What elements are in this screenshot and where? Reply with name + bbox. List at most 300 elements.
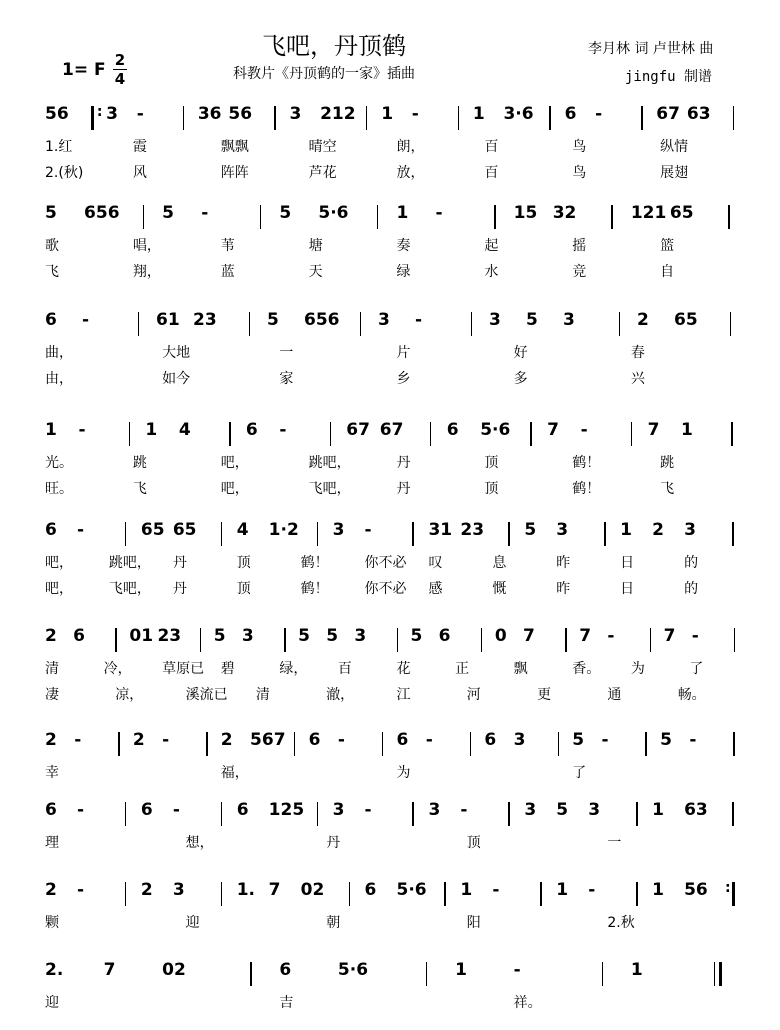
lyric-syllable: 清 — [45, 661, 59, 677]
lyric-syllable: 水 — [484, 264, 499, 280]
bar-line — [366, 106, 368, 130]
lyric-syllable: 飘 — [513, 661, 528, 677]
lyric-syllable: 百 — [484, 165, 499, 181]
note-group: 6 — [364, 880, 377, 900]
note-group: 63 — [686, 104, 711, 124]
bar-line — [540, 882, 542, 906]
lyric-syllable: 朗， — [396, 139, 425, 155]
note-group: 2 — [45, 880, 57, 900]
lyric-syllable: 大地 — [162, 345, 191, 361]
bar-line — [641, 106, 643, 130]
song-subtitle: 科教片《丹顶鹤的一家》插曲 — [233, 66, 415, 82]
note-group: 3·6 — [503, 104, 534, 124]
lyric-syllable: 昨 — [556, 555, 571, 571]
song-title: 飞吧，丹顶鹤 — [262, 32, 406, 60]
lyric-syllable: 碧 — [220, 661, 235, 677]
note-group: 1 — [455, 960, 467, 980]
note-group: 5·6 — [396, 880, 427, 900]
note-group: - — [76, 520, 85, 540]
bar-line — [494, 205, 496, 229]
bar-line — [732, 802, 734, 826]
bar-line — [91, 106, 94, 130]
note-group: 15 — [513, 203, 538, 223]
lyric-syllable: 凉， — [115, 687, 144, 703]
note-group: - — [588, 880, 596, 900]
bar-line — [731, 422, 733, 446]
note-group: 656 — [304, 310, 340, 330]
note-group: - — [601, 730, 609, 750]
note-group: 7 — [579, 626, 592, 646]
note-group: 67 — [379, 420, 404, 440]
note-group: 4 — [236, 520, 249, 540]
note-group: 656 — [84, 203, 120, 223]
note-group: 3 — [289, 104, 302, 124]
note-group: 1 — [630, 960, 643, 980]
note-group: 6 — [236, 800, 249, 820]
bar-line — [426, 962, 428, 986]
note-group: 2 — [45, 730, 57, 750]
lyric-syllable: 光。 — [45, 455, 73, 471]
bar-line — [733, 106, 735, 130]
note-group: 5 — [572, 730, 585, 750]
bar-line — [229, 422, 231, 446]
time-signature-bottom: 4 — [114, 70, 126, 88]
repeat-sign: : — [725, 880, 731, 896]
note-group: 02 — [300, 880, 325, 900]
lyric-syllable: 乡 — [396, 371, 411, 387]
lyric-syllable: 你不必 — [364, 555, 407, 571]
bar-line — [481, 628, 483, 652]
note-group: 2 — [132, 730, 145, 750]
lyric-syllable: 清 — [255, 687, 270, 703]
note-group: 1 — [472, 104, 485, 124]
note-group: - — [691, 626, 699, 646]
bar-line — [183, 106, 185, 130]
note-group: 02 — [162, 960, 186, 980]
song-credit: 李月林 词 卢世林 曲 — [588, 41, 714, 57]
bar-line — [360, 312, 362, 336]
lyric-syllable: 吉 — [279, 995, 294, 1011]
bar-line — [558, 732, 560, 756]
bar-line — [377, 205, 379, 229]
lyric-syllable: 畅。 — [677, 687, 706, 703]
note-group: 3 — [513, 730, 526, 750]
note-group: 31 — [428, 520, 453, 540]
bar-line — [317, 522, 319, 546]
bar-line — [221, 522, 223, 546]
note-group: 01 — [129, 626, 154, 646]
bar-line — [444, 882, 446, 906]
bar-line — [397, 628, 399, 652]
lyric-syllable: 日 — [620, 581, 635, 597]
lyric-syllable: 迎 — [185, 915, 200, 931]
lyric-syllable: 香。 — [572, 661, 601, 677]
lyric-syllable: 好 — [513, 345, 528, 361]
bar-line — [611, 205, 613, 229]
lyric-syllable: 一 — [607, 835, 622, 851]
bar-line — [125, 802, 127, 826]
lyric-syllable: 正 — [455, 661, 470, 677]
lyric-syllable: 幸 — [45, 765, 59, 781]
note-group: 63 — [684, 800, 708, 820]
note-group: 32 — [552, 203, 577, 223]
note-group: 1 — [396, 203, 409, 223]
lyric-syllable: 蓝 — [220, 264, 235, 280]
lyric-syllable: 祥。 — [513, 995, 542, 1011]
note-group: 121 — [630, 203, 667, 223]
bar-line — [728, 205, 730, 229]
lyric-syllable: 理 — [45, 835, 59, 851]
note-group: 1 — [652, 800, 664, 820]
lyric-syllable: 的 — [684, 555, 699, 571]
lyric-syllable: 为 — [630, 661, 645, 677]
note-group: 65 — [140, 520, 165, 540]
bar-line — [636, 802, 638, 826]
note-group: 1 — [652, 880, 664, 900]
lyric-syllable: 跳 — [132, 455, 147, 471]
lyric-syllable: 鹤！ — [300, 581, 329, 597]
note-group: 3 — [241, 626, 254, 646]
bar-line — [631, 422, 633, 446]
note-group: 6 — [438, 626, 451, 646]
bar-line — [732, 882, 735, 906]
lyric-syllable: 的 — [684, 581, 699, 597]
note-group: 5 — [326, 626, 339, 646]
bar-line — [260, 205, 262, 229]
note-group: 6 — [484, 730, 497, 750]
note-group: - — [74, 730, 82, 750]
bar-line — [221, 802, 223, 826]
note-group: 5 — [556, 800, 569, 820]
note-group: 7 — [663, 626, 676, 646]
note-group: 56 — [228, 104, 253, 124]
lyric-syllable: 鸟 — [572, 165, 587, 181]
lyric-syllable: 吧， — [220, 481, 249, 497]
note-group: - — [364, 800, 372, 820]
note-group: - — [76, 800, 85, 820]
note-group: 3 — [332, 520, 345, 540]
lyric-syllable: 你不必 — [364, 581, 407, 597]
lyric-syllable: 鸟 — [572, 139, 587, 155]
note-group: 5 — [298, 626, 310, 646]
lyric-syllable: 阳 — [466, 915, 481, 931]
lyric-syllable: 飞吧， — [308, 481, 351, 497]
note-group: 5 — [267, 310, 279, 330]
note-group: 5 — [410, 626, 423, 646]
note-group: 7 — [647, 420, 660, 440]
note-group: 2 — [652, 520, 664, 540]
bar-line — [458, 106, 460, 130]
lyric-syllable: 丹 — [396, 481, 411, 497]
lyric-syllable: 想， — [185, 835, 214, 851]
note-group: 3 — [106, 104, 118, 124]
bar-line — [317, 802, 319, 826]
lyric-syllable: 展翅 — [660, 165, 689, 181]
lyric-syllable: 天 — [308, 264, 323, 280]
bar-line — [719, 962, 722, 986]
lyric-syllable: 翔， — [132, 264, 161, 280]
lyric-syllable: 朝 — [326, 915, 341, 931]
lyric-syllable: 吧， — [220, 455, 249, 471]
lyric-syllable: 奏 — [396, 238, 411, 254]
lyric-syllable: 了 — [572, 765, 587, 781]
note-group: 3 — [684, 520, 696, 540]
time-signature-top: 2 — [114, 51, 126, 69]
lyric-syllable: 绿 — [396, 264, 411, 280]
lyric-syllable: 飞吧， — [108, 581, 151, 597]
note-group: 2. — [45, 960, 64, 980]
lyric-syllable: 顶 — [466, 835, 481, 851]
lyric-syllable: 福， — [220, 765, 249, 781]
lyric-syllable: 日 — [620, 555, 635, 571]
lyric-syllable: 顶 — [236, 581, 251, 597]
note-group: 23 — [157, 626, 182, 646]
lyric-syllable: 苇 — [220, 238, 235, 254]
lyric-syllable: 丹 — [396, 455, 411, 471]
lyric-syllable: 跳吧， — [308, 455, 351, 471]
note-group: 6 — [308, 730, 321, 750]
note-group: 5·6 — [337, 960, 369, 980]
lyric-syllable: 通 — [607, 687, 622, 703]
note-group: 3 — [172, 880, 185, 900]
bar-line — [412, 802, 414, 826]
note-group: 65 — [669, 203, 694, 223]
note-group: 5 — [526, 310, 538, 330]
lyric-syllable: 江 — [396, 687, 411, 703]
bar-line — [221, 882, 223, 906]
lyric-syllable: 家 — [279, 371, 294, 387]
lyric-syllable: 2.(秋) — [45, 165, 84, 181]
note-group: 23 — [460, 520, 485, 540]
lyric-syllable: 丹 — [326, 835, 341, 851]
note-group: - — [76, 880, 85, 900]
note-group: - — [435, 203, 443, 223]
bar-line — [250, 962, 252, 986]
note-group: - — [492, 880, 500, 900]
note-group: 1·2 — [268, 520, 299, 540]
note-group: 7 — [547, 420, 559, 440]
time-signature — [113, 52, 127, 87]
lyric-syllable: 曲， — [45, 345, 73, 361]
lyric-syllable: 草原已 — [162, 661, 205, 677]
lyric-syllable: 如今 — [162, 371, 191, 387]
lyric-syllable: 晴空 — [308, 139, 337, 155]
note-group: - — [580, 420, 588, 440]
lyric-syllable: 摇 — [572, 238, 587, 254]
lyric-syllable: 2.秋 — [607, 915, 635, 931]
note-group: 6 — [73, 626, 85, 646]
note-group: - — [425, 730, 433, 750]
lyric-syllable: 溪流已 — [185, 687, 228, 703]
note-group: 1 — [556, 880, 569, 900]
note-group: 61 — [156, 310, 180, 330]
note-group: - — [337, 730, 345, 750]
note-group: - — [411, 104, 419, 124]
lyric-syllable: 慨 — [492, 581, 507, 597]
lyric-syllable: 飞 — [660, 481, 675, 497]
note-group: - — [279, 420, 287, 440]
lyric-syllable: 旺。 — [45, 481, 73, 497]
lyric-syllable: 跳吧， — [108, 555, 151, 571]
lyric-syllable: 鹤！ — [300, 555, 329, 571]
note-group: 1. — [236, 880, 256, 900]
bar-line — [508, 802, 510, 826]
bar-line — [471, 312, 473, 336]
lyric-syllable: 百 — [337, 661, 352, 677]
note-group: 65 — [172, 520, 197, 540]
lyric-syllable: 花 — [396, 661, 411, 677]
bar-line — [508, 522, 510, 546]
lyric-syllable: 了 — [689, 661, 704, 677]
note-group: - — [78, 420, 86, 440]
note-group: 2 — [637, 310, 649, 330]
note-group: 1 — [145, 420, 158, 440]
note-group: 6 — [45, 310, 57, 330]
note-group: - — [172, 800, 180, 820]
lyric-syllable: 放， — [396, 165, 425, 181]
bar-line — [604, 522, 606, 546]
bar-line — [730, 312, 732, 336]
lyric-syllable: 飘飘 — [220, 139, 249, 155]
lyric-syllable: 竞 — [572, 264, 587, 280]
bar-line — [294, 732, 296, 756]
bar-line — [118, 732, 120, 756]
bar-line — [143, 205, 145, 229]
lyric-syllable: 塘 — [308, 238, 323, 254]
note-group: 5 — [660, 730, 672, 750]
lyric-syllable: 颗 — [45, 915, 59, 931]
lyric-syllable: 顶 — [484, 455, 499, 471]
note-group: 65 — [674, 310, 698, 330]
note-group: 6 — [279, 960, 292, 980]
note-group: 1 — [381, 104, 394, 124]
note-group: 6 — [45, 800, 57, 820]
bar-line — [206, 732, 208, 756]
bar-line — [330, 422, 332, 446]
note-group: 3 — [428, 800, 441, 820]
bar-line — [733, 732, 735, 756]
bar-line — [650, 628, 652, 652]
note-group: - — [201, 203, 209, 223]
note-group: 1 — [620, 520, 633, 540]
bar-line — [549, 106, 551, 130]
lyric-syllable: 息 — [492, 555, 507, 571]
lyric-syllable: 澈， — [326, 687, 355, 703]
bar-line — [645, 732, 647, 756]
bar-line — [470, 732, 472, 756]
note-group: 1 — [45, 420, 57, 440]
bar-line — [602, 962, 604, 986]
lyric-syllable: 绿， — [279, 661, 308, 677]
note-group: 1 — [460, 880, 473, 900]
note-group: - — [689, 730, 697, 750]
lyric-syllable: 多 — [513, 371, 528, 387]
lyric-syllable: 吧， — [45, 581, 73, 597]
note-group: - — [607, 626, 615, 646]
lyric-syllable: 春 — [630, 345, 645, 361]
repeat-sign: : — [96, 104, 103, 120]
note-group: 5·6 — [318, 203, 349, 223]
note-group: 3 — [378, 310, 390, 330]
note-group: 7 — [103, 960, 116, 980]
note-group: 67 — [346, 420, 370, 440]
note-group: 3 — [489, 310, 501, 330]
note-group: 0 — [494, 626, 507, 646]
note-group: 5·6 — [480, 420, 511, 440]
bar-line — [349, 882, 351, 906]
lyric-syllable: 丹 — [172, 581, 187, 597]
bar-line — [732, 522, 734, 546]
lyric-syllable: 昨 — [556, 581, 571, 597]
note-group: - — [136, 104, 144, 124]
lyric-syllable: 鹤！ — [572, 455, 601, 471]
arranger-credit: jingfu 制谱 — [625, 69, 713, 85]
note-group: - — [595, 104, 603, 124]
lyric-syllable: 跳 — [660, 455, 675, 471]
key-signature: 1= F — [62, 60, 106, 80]
lyric-syllable: 为 — [396, 765, 411, 781]
note-group: 6 — [396, 730, 409, 750]
bar-line — [274, 106, 276, 130]
lyric-syllable: 霞 — [132, 139, 147, 155]
bar-line — [129, 422, 131, 446]
lyric-syllable: 自 — [660, 264, 675, 280]
note-group: 4 — [178, 420, 191, 440]
note-group: - — [82, 310, 90, 330]
lyric-syllable: 歌 — [45, 238, 59, 254]
note-group: - — [513, 960, 521, 980]
bar-line — [115, 628, 117, 652]
bar-line — [138, 312, 140, 336]
lyric-syllable: 风 — [132, 165, 147, 181]
lyric-syllable: 芦花 — [308, 165, 337, 181]
lyric-syllable: 顶 — [484, 481, 499, 497]
note-group: - — [364, 520, 372, 540]
note-group: 36 — [197, 104, 222, 124]
note-group: 1 — [681, 420, 693, 440]
bar-line — [714, 962, 716, 986]
bar-line — [636, 882, 638, 906]
bar-line — [734, 628, 736, 652]
lyric-syllable: 凄 — [45, 687, 59, 703]
lyric-syllable: 起 — [484, 238, 499, 254]
note-group: 6 — [446, 420, 459, 440]
note-group: 3 — [354, 626, 367, 646]
note-group: 2 — [140, 880, 153, 900]
lyric-syllable: 河 — [466, 687, 481, 703]
note-group: 2 — [220, 730, 233, 750]
bar-line — [249, 312, 251, 336]
note-group: 3 — [556, 520, 569, 540]
lyric-syllable: 片 — [396, 345, 411, 361]
bar-line — [125, 522, 127, 546]
lyric-syllable: 纵情 — [660, 139, 689, 155]
note-group: 5 — [279, 203, 292, 223]
note-group: - — [460, 800, 468, 820]
lyric-syllable: 阵阵 — [220, 165, 249, 181]
bar-line — [530, 422, 532, 446]
lyric-syllable: 吧， — [45, 555, 73, 571]
note-group: 3 — [588, 800, 601, 820]
note-group: 212 — [320, 104, 356, 124]
bar-line — [619, 312, 621, 336]
bar-line — [565, 628, 567, 652]
note-group: 67 — [656, 104, 680, 124]
note-group: 567 — [250, 730, 286, 750]
lyric-syllable: 百 — [484, 139, 499, 155]
note-group: 6 — [245, 420, 258, 440]
bar-line — [284, 628, 286, 652]
